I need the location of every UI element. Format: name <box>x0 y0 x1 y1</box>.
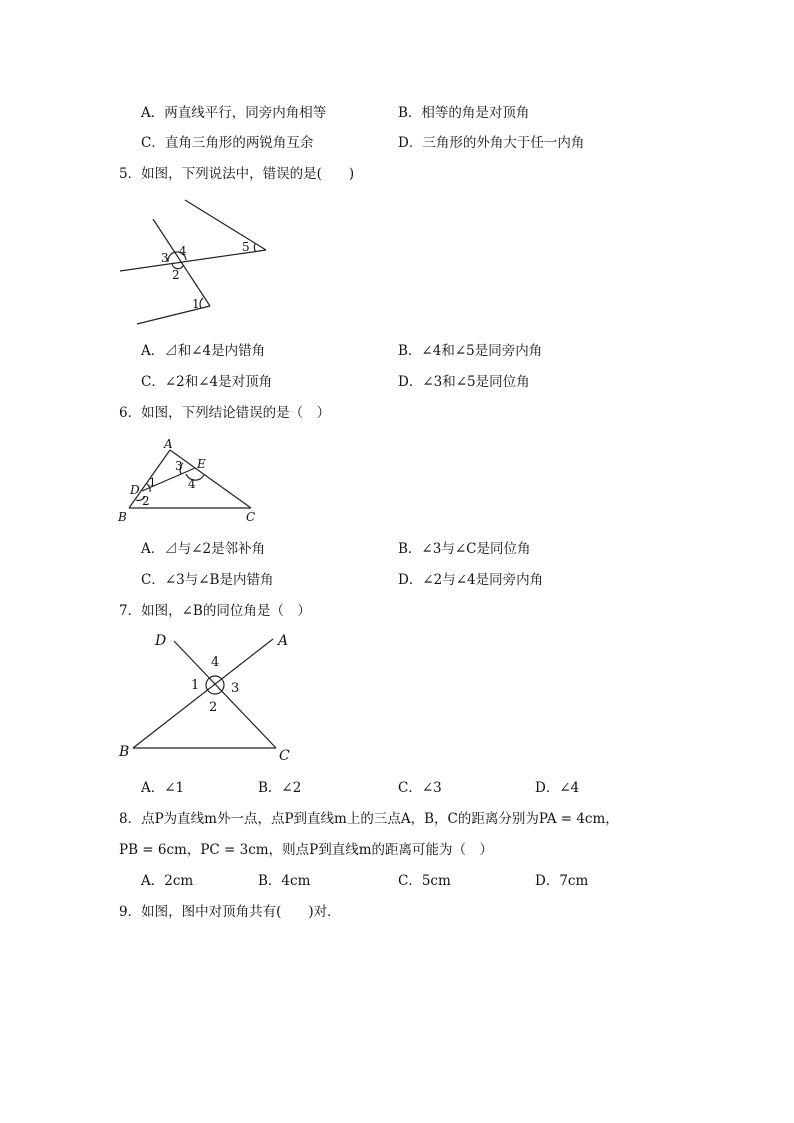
q6-option-d: D．∠2与∠4是同旁内角 <box>398 572 544 588</box>
q7-label-a: A <box>278 633 289 649</box>
q6-label-c: C <box>246 510 256 524</box>
q8-stem-line1: 8．点P为直线m外一点，点P到直线m上的三点A，B，C的距离分别为PA = 4cm， <box>119 811 619 827</box>
q5-label-1: 1 <box>192 297 200 311</box>
q6-option-b: B．∠3与∠C是同位角 <box>398 541 531 557</box>
q7-label-c: C <box>279 748 290 764</box>
q7-label-2: 2 <box>209 700 218 715</box>
q6-label-e: E <box>197 457 206 471</box>
q7-option-c: C．∠3 <box>398 780 442 796</box>
q7-stem: 7．如图，∠B的同位角是（ ） <box>119 603 311 619</box>
q7-option-a: A．∠1 <box>141 780 185 796</box>
q6-option-a: A．⊿与∠2是邻补角 <box>141 541 266 557</box>
q6-label-3: 3 <box>175 459 183 473</box>
q7-option-b: B．∠2 <box>258 780 302 796</box>
q9-stem: 9．如图，图中对顶角共有( )对． <box>119 904 341 920</box>
q6-stem: 6．如图，下列结论错误的是（ ） <box>119 405 331 421</box>
q5-label-2: 2 <box>172 268 180 282</box>
q6-label-d: D <box>130 483 140 497</box>
q7-line-ab <box>133 639 273 748</box>
q5-option-b: B．∠4和∠5是同旁内角 <box>398 343 543 359</box>
q7-angle-circle <box>206 676 224 694</box>
q6-label-1: 1 <box>149 476 156 489</box>
q5-label-3: 3 <box>161 251 169 265</box>
q8-option-b: B．4cm <box>258 873 311 889</box>
q4-option-c: C．直角三角形的两锐角互余 <box>141 135 314 151</box>
q8-option-a: A．2cm <box>141 873 194 889</box>
q8-option-c: C．5cm <box>398 873 451 889</box>
q8-option-d: D．7cm <box>535 873 589 889</box>
q6-label-2: 2 <box>142 494 150 508</box>
q5-label-4: 4 <box>179 244 187 258</box>
q7-label-b: B <box>119 744 130 760</box>
q4-option-a: A．两直线平行，同旁内角相等 <box>141 105 327 121</box>
q5-option-d: D．∠3和∠5是同位角 <box>398 374 530 390</box>
q4-option-b: B．相等的角是对顶角 <box>398 105 530 121</box>
q7-option-d: D．∠4 <box>535 780 580 796</box>
q6-option-c: C．∠3与∠B是内错角 <box>141 572 274 588</box>
q5-option-c: C．∠2和∠4是对顶角 <box>141 374 273 390</box>
q7-label-d: D <box>155 633 167 649</box>
q7-line-dc <box>174 641 276 748</box>
q7-label-1: 1 <box>191 678 200 693</box>
q6-label-b: B <box>118 510 127 524</box>
q7-label-4: 4 <box>211 655 220 670</box>
q8-stem-line2: PB = 6cm，PC = 3cm，则点P到直线m的距离可能为（ ） <box>119 842 493 858</box>
q6-label-4: 4 <box>188 477 196 491</box>
q5-option-a: A．⊿和∠4是内错角 <box>141 343 266 359</box>
q5-label-5: 5 <box>242 240 250 254</box>
q4-option-d: D．三角形的外角大于任一内角 <box>398 135 585 151</box>
q5-stem: 5．如图，下列说法中，错误的是( ) <box>119 166 355 182</box>
q7-label-3: 3 <box>231 681 240 696</box>
q6-label-a: A <box>164 437 173 451</box>
